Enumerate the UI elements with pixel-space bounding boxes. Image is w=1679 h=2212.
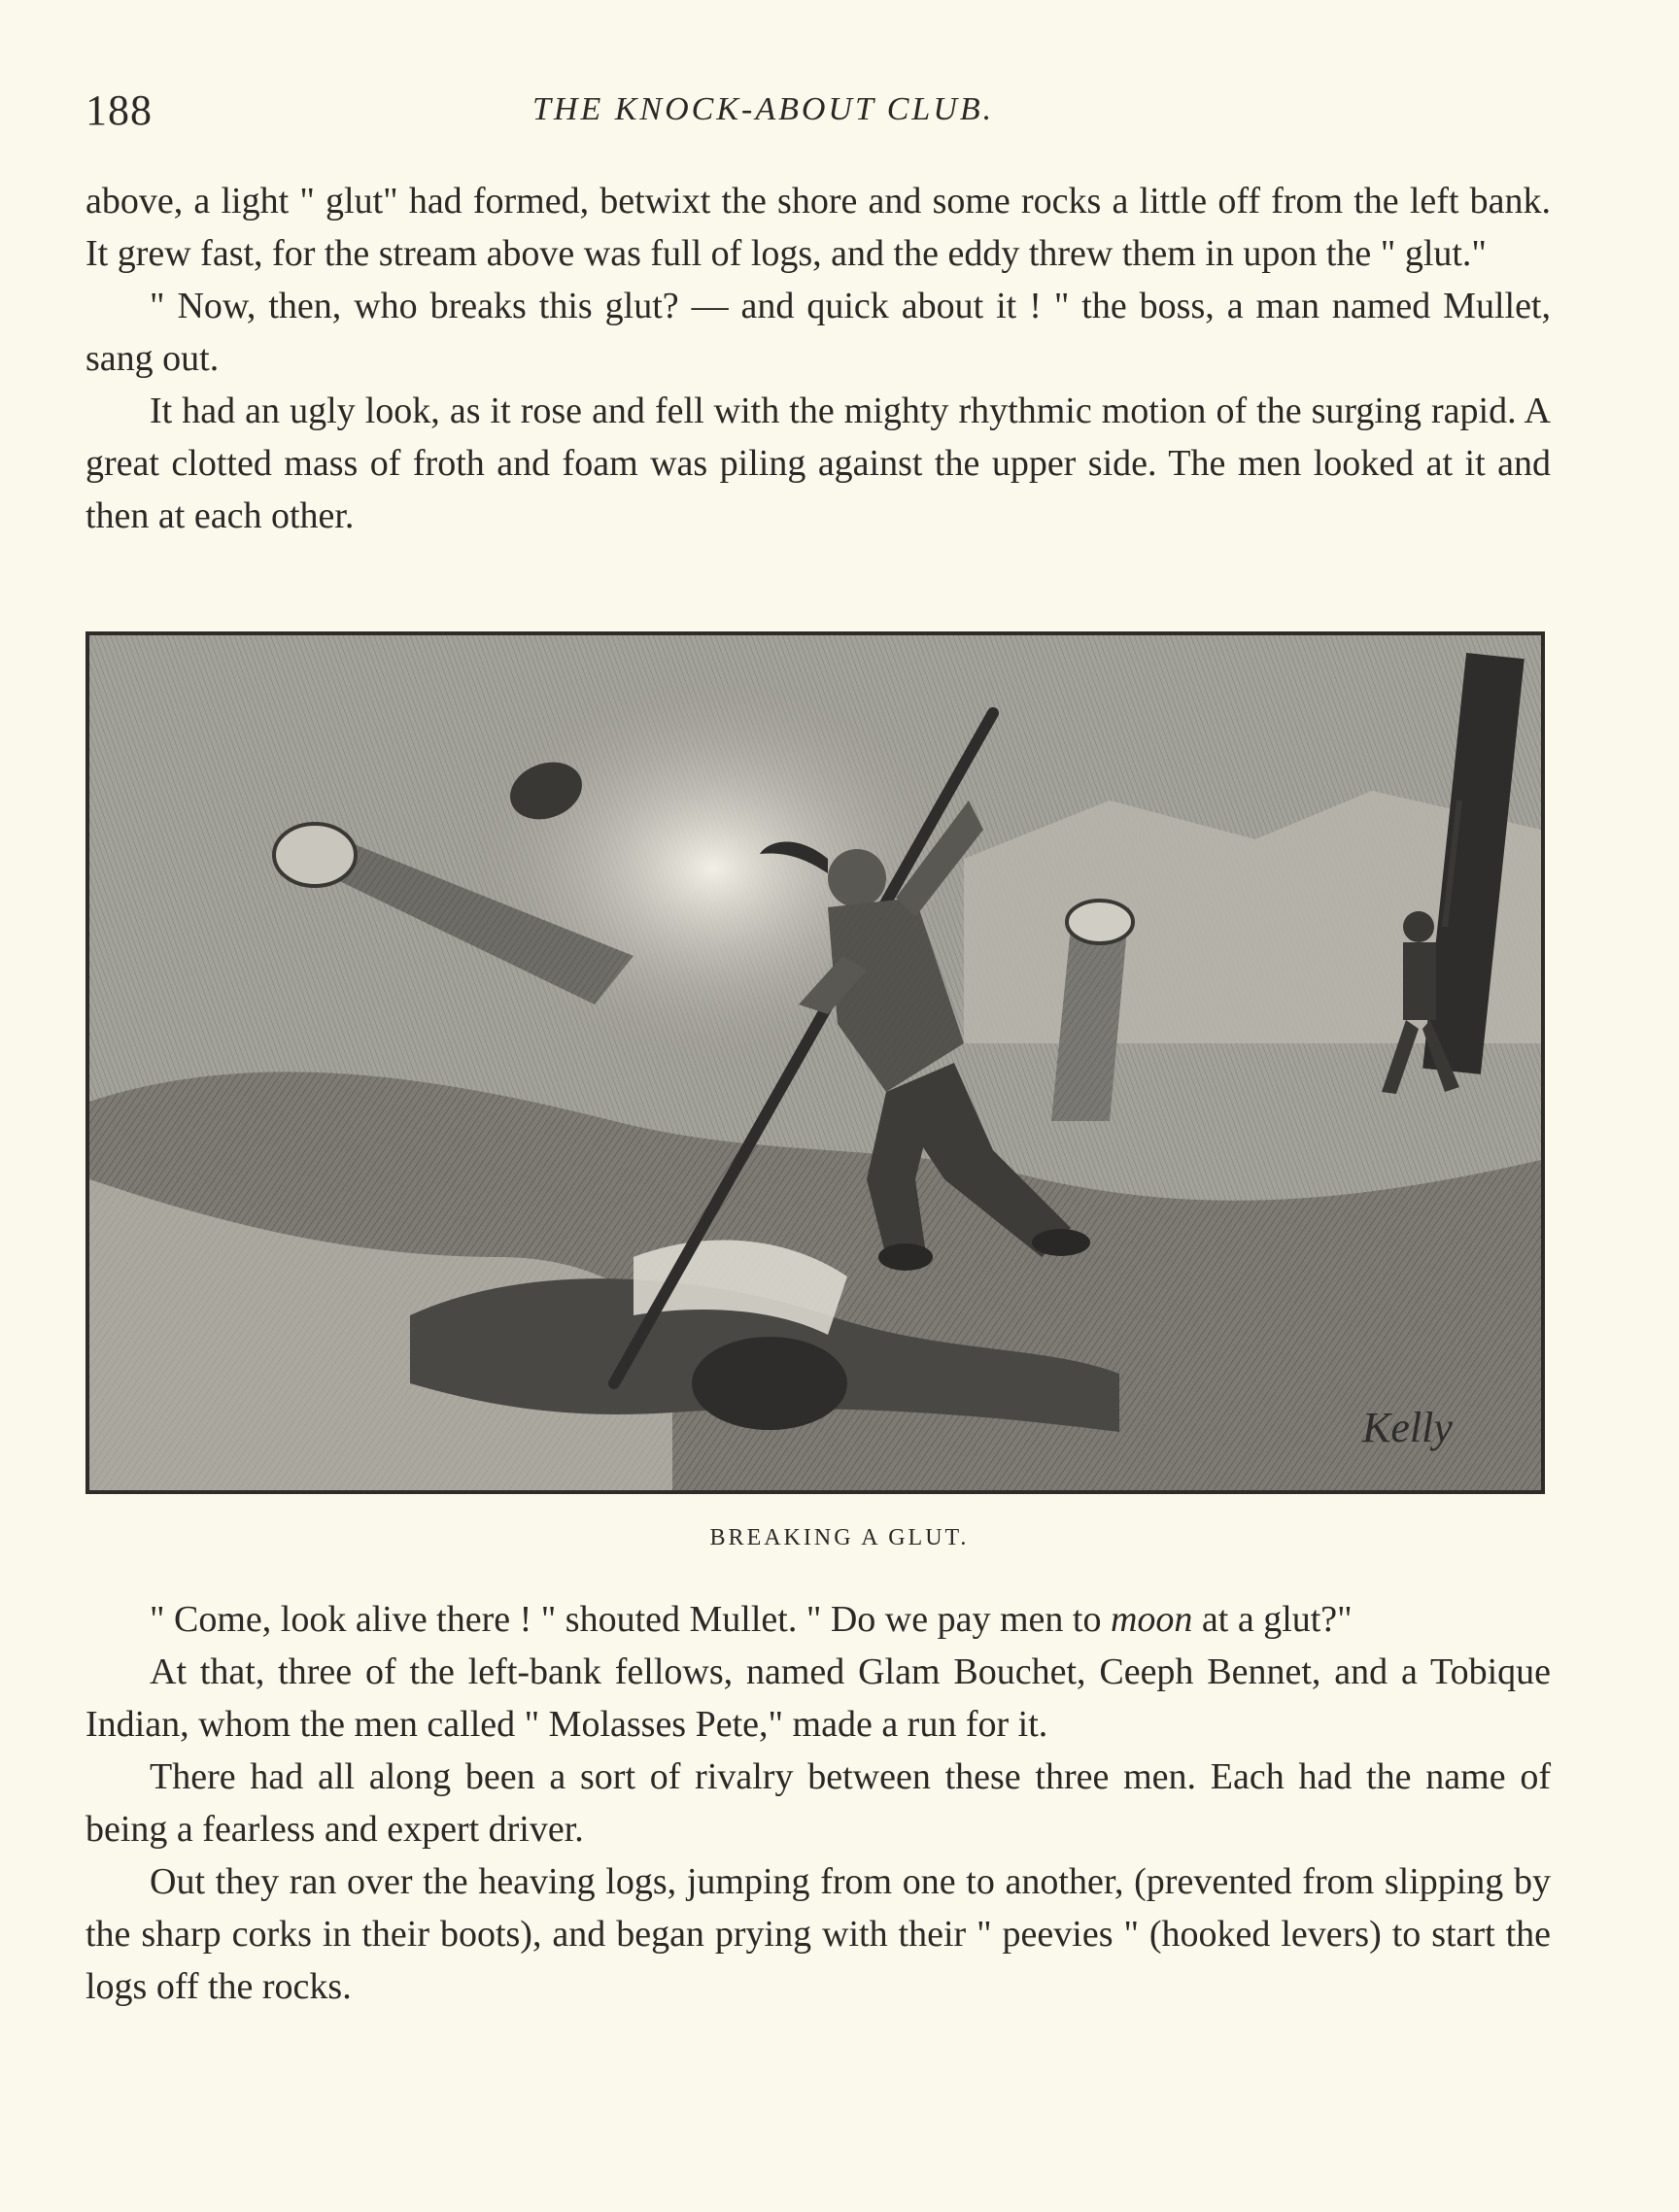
paragraph: At that, three of the left-bank fellows, named Glam Bouchet, Ceeph Bennet, and a Tobique Indian, whom the men called " Molasses Pete," made a run for it. — [86, 1651, 1551, 1745]
emphasized-word: moon — [1110, 1599, 1193, 1640]
paragraph: There had all along been a sort of rivalry between these three men. Each had the name of being a fearless and expert driver. — [86, 1756, 1551, 1850]
engraving-artwork — [89, 635, 1541, 1490]
body-text-bottom — [86, 1593, 1551, 2013]
paragraph-text: " Come, look alive there ! " shouted Mullet. " Do we pay men to — [150, 1599, 1111, 1640]
running-title: THE KNOCK-ABOUT CLUB. — [532, 91, 995, 127]
artist-signature: Kelly — [1362, 1404, 1453, 1451]
body-text-top — [86, 175, 1551, 542]
paragraph: It had an ugly look, as it rose and fell with the mighty rhythmic motion of the surging rapid. A great clotted mass of froth and foam was piling against the upper side. The men looked at it and then at each other. — [86, 391, 1551, 536]
paragraph: " Now, then, who breaks this glut? — and quick about it ! " the boss, a man named Mullet, sang out. — [86, 286, 1551, 379]
engraving-illustration — [86, 631, 1545, 1494]
paragraph: Out they ran over the heaving logs, jumping from one to another, (prevented from slipping by the sharp corks in their boots), and began prying with their " peevies " (hooked levers) to start the logs off the rocks. — [86, 1861, 1551, 2007]
page-header — [86, 85, 1543, 144]
paragraph-text: at a glut?" — [1192, 1599, 1353, 1640]
paragraph: above, a light " glut" had formed, betwixt the shore and some rocks a little off from the left bank. It grew fast, for the stream above was full of logs, and the eddy threw them in upon the " glut." — [86, 181, 1551, 274]
illustration-caption: BREAKING A GLUT. — [709, 1525, 970, 1550]
page-number: 188 — [86, 86, 153, 134]
paragraph — [86, 1593, 1551, 1646]
